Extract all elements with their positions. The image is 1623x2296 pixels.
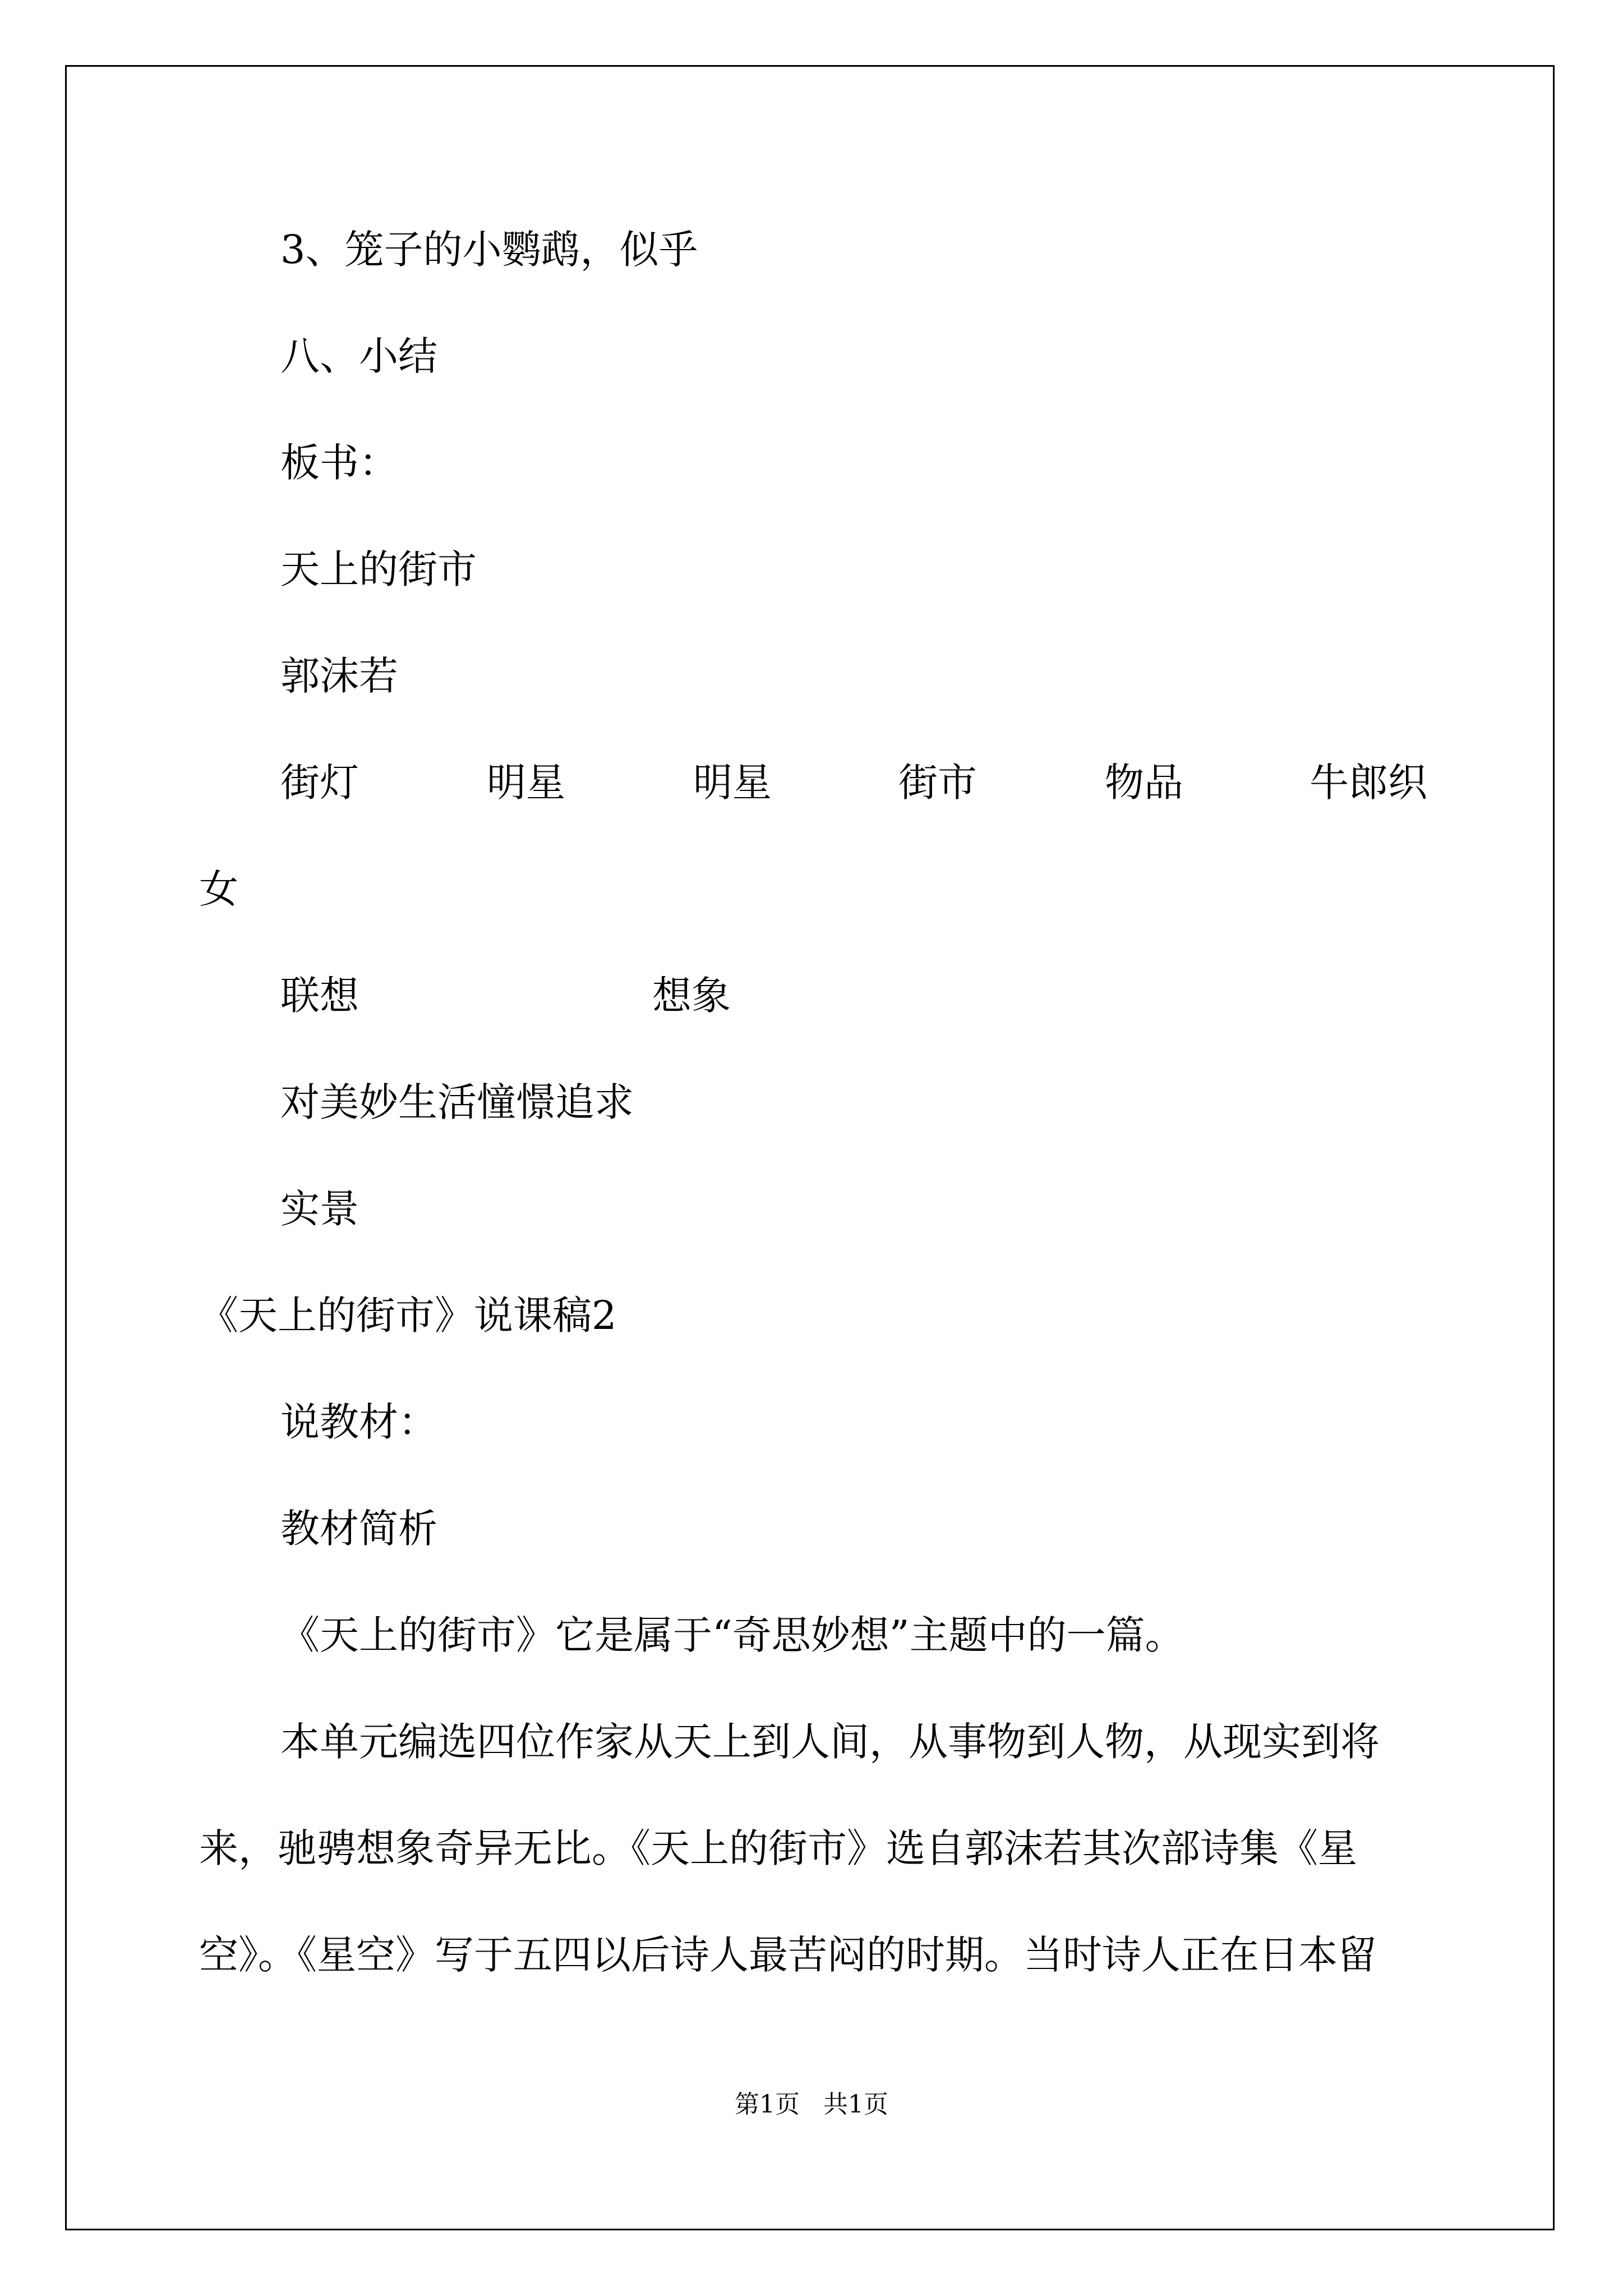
section-heading: 《天上的街市》说课稿2 — [199, 1292, 617, 1338]
board-word-6: 牛郎织 — [1310, 760, 1427, 806]
body-line-1: 3、笼子的小鹦鹉，似乎 — [280, 227, 698, 273]
board-word-5: 物品 — [1105, 760, 1183, 806]
body-line-16: 来，驰骋想象奇异无比。《天上的街市》选自郭沫若其次部诗集《星 — [199, 1825, 1357, 1871]
body-line-2: 八、小结 — [280, 333, 437, 379]
board-word-association: 联想 — [280, 973, 359, 1019]
body-line-17: 空》。《星空》写于五四以后诗人最苦闷的时期。当时诗人正在日本留 — [199, 1932, 1377, 1978]
board-word-1: 街灯 — [280, 760, 359, 806]
page-footer: 第1页 共1页 — [735, 2090, 888, 2119]
page-border — [65, 65, 1555, 2230]
body-line-12: 说教材： — [280, 1399, 437, 1445]
body-line-4: 天上的街市 — [280, 546, 477, 592]
body-line-15: 本单元编选四位作家从天上到人间，从事物到人物，从现实到将 — [280, 1719, 1380, 1765]
body-line-10: 实景 — [280, 1186, 359, 1232]
body-line-13: 教材简析 — [280, 1506, 437, 1552]
board-word-4: 街市 — [898, 760, 977, 806]
board-word-3: 明星 — [693, 760, 772, 806]
body-line-5: 郭沫若 — [280, 653, 398, 699]
body-line-9: 对美妙生活憧憬追求 — [280, 1079, 634, 1125]
board-word-imagination: 想象 — [652, 973, 731, 1019]
body-line-3: 板书： — [280, 440, 398, 486]
board-word-2: 明星 — [487, 760, 565, 806]
body-line-14: 《天上的街市》它是属于“奇思妙想”主题中的一篇。 — [280, 1612, 1184, 1658]
body-line-7: 女 — [199, 866, 238, 912]
